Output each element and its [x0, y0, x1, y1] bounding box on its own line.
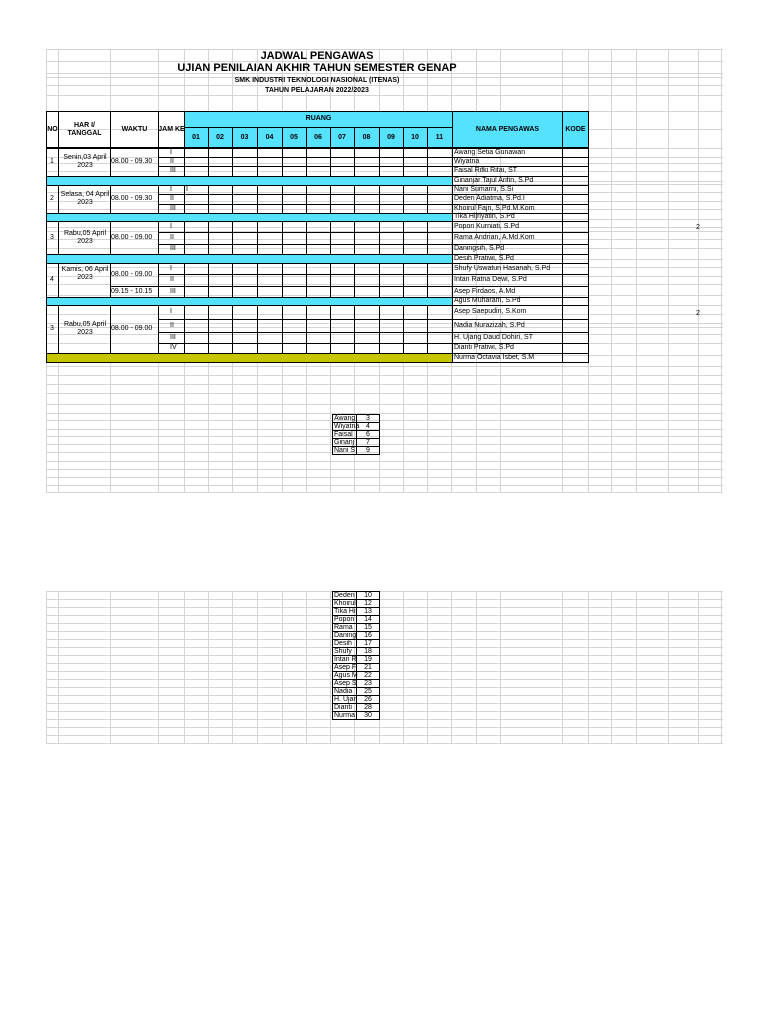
room-number: 10 [411, 133, 419, 141]
lookup-name: Faisal [334, 431, 353, 438]
grid-line [46, 591, 723, 592]
day-number: 3 [50, 233, 54, 241]
grid-line [46, 655, 723, 656]
code-value: 2 [696, 310, 700, 317]
lookup-code: 21 [364, 664, 372, 671]
session-label: IV [170, 344, 177, 351]
grid-line [403, 591, 404, 744]
grid-line [46, 671, 723, 672]
room-cell [232, 319, 258, 333]
grid-line [46, 429, 723, 430]
supervisor-name: Awang Setia Gunawan [454, 148, 526, 156]
supervisor-name: Ginanjar Tajul Arifin, S.Pd [454, 176, 534, 184]
grid-line [476, 591, 477, 744]
lookup-name: Daning [334, 632, 357, 639]
grid-line [46, 469, 723, 470]
lookup-name: Agus M [334, 672, 358, 679]
lookup-name: Rama [334, 624, 353, 631]
session-label: III [170, 204, 176, 212]
lookup-name: Wiyatna [334, 423, 360, 430]
grid-line [46, 711, 723, 712]
grid-line [46, 477, 723, 478]
lookup-name: Ginanj [334, 439, 355, 446]
session-header: JAM KE [158, 125, 185, 133]
lookup-code: 10 [364, 592, 372, 599]
session-label: III [170, 287, 176, 295]
title-line-2: UJIAN PENILAIAN AKHIR TAHUN SEMESTER GENAP [177, 62, 457, 74]
grid-line [611, 591, 612, 744]
session-label: III [170, 167, 176, 174]
lookup-name: Tika Hi [334, 608, 356, 615]
grid-line [46, 492, 723, 493]
room-number: 09 [387, 133, 395, 141]
grid-line [46, 623, 723, 624]
room-cell [208, 319, 233, 333]
supervisor-name: Desih Pratiwi, S.Pd [454, 254, 514, 262]
lookup-name: Popon [334, 616, 355, 623]
lookup-name: Deden [334, 592, 355, 599]
grid-line [698, 49, 699, 492]
day-number: 2 [50, 195, 54, 202]
room-cell [403, 319, 428, 333]
title-line-3: SMK INDUSTRI TEKNOLOGI NASIONAL (ITENAS) [234, 77, 400, 84]
session-label: II [170, 276, 174, 283]
grid-line [46, 727, 723, 728]
lookup-sheet [46, 591, 723, 744]
grid-line [46, 393, 723, 394]
grid-line [721, 49, 722, 492]
date-header: HAR I/ TANGGAL [67, 121, 102, 137]
grid-line [46, 639, 723, 640]
room-cell [330, 319, 355, 333]
grid-line [46, 95, 723, 96]
lookup-code: 28 [364, 704, 372, 711]
lookup-name: Nani S [334, 447, 356, 454]
lookup-code: 9 [366, 447, 370, 454]
session-label: I [170, 222, 172, 230]
exam-time: 09.15 - 10.15 [111, 287, 153, 295]
exam-time: 08.00 - 09.30 [111, 195, 153, 202]
grid-line [257, 591, 258, 744]
title-line-4: TAHUN PELAJARAN 2022/2023 [265, 87, 369, 94]
lookup-name: Khoirul [334, 600, 356, 607]
grid-line [698, 591, 699, 744]
day-number: 3 [50, 325, 54, 332]
lookup-name: Intan R [334, 656, 357, 663]
grid-line [562, 591, 563, 744]
room-cell [427, 319, 453, 333]
grid-line [46, 687, 723, 688]
no-header: NO [47, 125, 58, 133]
supervisor-name: Agus Muharam, S.Pd [454, 297, 521, 304]
room-cell [403, 305, 428, 320]
code-cell [562, 305, 589, 320]
code-header: KODE [565, 125, 586, 133]
supervisor-name: Rama Andrian, A.Md.Kom [454, 234, 535, 241]
room-number: 03 [240, 133, 249, 141]
room-cell [354, 305, 380, 320]
room-cell [306, 319, 331, 333]
room-number: 04 [265, 133, 274, 141]
lookup-code: 6 [366, 431, 370, 438]
day-date: Kamis, 06 April 2023 [61, 266, 109, 281]
grid-line [588, 591, 589, 744]
lookup-code: 12 [364, 600, 372, 607]
session-label: II [170, 157, 174, 165]
session-label: III [170, 245, 176, 252]
grid-line [427, 591, 428, 744]
room-cell [208, 305, 233, 320]
room-number: 08 [362, 133, 371, 141]
grid-line [46, 366, 723, 367]
supervisor-name: Shufy Uswatun Hasanah, S.Pd [454, 264, 551, 272]
separator-row [46, 353, 453, 363]
name-header: NAMA PENGAWAS [475, 125, 540, 133]
lookup-code: 18 [364, 648, 372, 655]
supervisor-name: Popon Kurniati, S.Pd [454, 222, 519, 230]
room-number: 11 [435, 133, 444, 141]
lookup-code: 4 [366, 423, 370, 430]
code-value: 2 [696, 224, 700, 231]
session-label: I [170, 185, 172, 193]
grid-line [46, 735, 723, 736]
grid-line [110, 591, 111, 744]
grid-line [636, 591, 637, 744]
grid-line [158, 591, 159, 744]
lookup-code: 15 [364, 624, 372, 631]
grid-line [46, 743, 723, 744]
room-number: 07 [338, 133, 346, 141]
session-label: II [170, 234, 174, 241]
room-number: 05 [290, 133, 298, 141]
grid-line [611, 49, 612, 492]
room-cell [282, 319, 307, 333]
supervisor-name: Nani Sumarni, S.Si [454, 185, 514, 193]
session-label: I [170, 264, 172, 272]
grid-line [46, 599, 723, 600]
grid-line [46, 663, 723, 664]
day-date: Rabu,05 April 2023 [63, 321, 107, 336]
session-label: I [170, 308, 172, 315]
grid-line [46, 452, 723, 453]
lookup-name: Asep F [334, 664, 357, 671]
lookup-code: 17 [364, 640, 372, 647]
exam-time: 08.00 - 09.00 [111, 270, 153, 278]
day-date: Senin,03 April 2023 [63, 154, 107, 169]
grid-line [500, 591, 501, 744]
room-cell [282, 305, 307, 320]
lookup-code: 14 [364, 616, 372, 623]
room-cell [257, 319, 283, 333]
supervisor-name: Asep Saepudin, S.Kom [454, 308, 527, 315]
supervisor-name: H. Ujang Daud Dohiri, ST [454, 333, 533, 341]
code-cell [562, 353, 589, 363]
supervisor-name: Daningsih, S.Pd [454, 245, 505, 252]
supervisor-name: Wiyatna [454, 157, 480, 165]
lookup-code: 7 [366, 439, 370, 446]
room-number: 01 [192, 133, 200, 141]
grid-line [46, 615, 723, 616]
schedule-sheet [46, 49, 723, 492]
lookup-code: 30 [364, 712, 372, 719]
grid-line [46, 695, 723, 696]
grid-line [184, 591, 185, 744]
lookup-name: Asep S [334, 680, 357, 687]
room-cell [330, 305, 355, 320]
grid-line [46, 420, 723, 421]
lookup-code: 13 [364, 608, 372, 615]
lookup-code: 23 [364, 680, 372, 687]
room-cell [354, 319, 380, 333]
lookup-name: Nurma [334, 712, 356, 719]
exam-time: 08.00 - 09.00 [111, 233, 153, 241]
grid-line [282, 591, 283, 744]
grid-line [636, 49, 637, 492]
lookup-name: Awang [334, 415, 356, 422]
supervisor-name: Nurma Octavia Isbet, S.M [454, 353, 535, 361]
session-label: II [170, 321, 174, 329]
session-label: III [170, 333, 176, 341]
code-cell [562, 319, 589, 333]
grid-line [46, 485, 723, 486]
room-cell [379, 305, 404, 320]
grid-line [46, 436, 723, 437]
supervisor-name: Intan Ratna Dewi, S.Pd [454, 276, 527, 283]
grid-line [58, 591, 59, 744]
room-cell [232, 305, 258, 320]
lookup-code: 25 [364, 688, 372, 695]
grid-line [46, 703, 723, 704]
room-number: 06 [314, 133, 322, 141]
grid-line [232, 591, 233, 744]
ruang-header: RUANG [305, 115, 332, 122]
grid-line [46, 679, 723, 680]
grid-line [46, 631, 723, 632]
supervisor-name: Nadia Nurazizah, S.Pd [454, 321, 525, 329]
grid-line [46, 607, 723, 608]
room-number: 02 [216, 133, 224, 141]
grid-line [46, 384, 723, 385]
lookup-name: Shufy [334, 648, 352, 655]
lookup-name: Nadia [334, 688, 353, 695]
supervisor-name: Faisal Rifki Rifai, ST [454, 167, 518, 174]
title-line-1: JADWAL PENGAWAS [260, 50, 374, 62]
room-cell [306, 305, 331, 320]
supervisor-name: Tika Hijriyatin, S.Pd [454, 213, 515, 220]
day-number: 4 [50, 276, 54, 283]
grid-line [668, 591, 669, 744]
lookup-code: 3 [366, 415, 370, 422]
time-header: WAKTU [121, 125, 148, 133]
grid-line [46, 413, 723, 414]
supervisor-name: Deden Adiatma, S.Pd.I [454, 195, 525, 202]
day-date: Selasa, 04 April 2023 [60, 191, 110, 206]
day-date: Rabu,05 April 2023 [63, 229, 107, 245]
grid-line [46, 647, 723, 648]
room-cell [379, 319, 404, 333]
grid-line [208, 591, 209, 744]
lookup-name: Dianti [334, 704, 352, 711]
session-label: II [170, 195, 174, 202]
lookup-name: H. Ujan [334, 696, 358, 703]
lookup-code: 19 [364, 656, 372, 663]
lookup-code: 22 [364, 672, 372, 679]
lookup-code: 16 [364, 632, 372, 639]
supervisor-name: Khoirul Fajri, S.Pd.M.Kom [454, 204, 535, 212]
session-label: I [170, 148, 172, 156]
lookup-code: 26 [364, 696, 372, 703]
grid-line [46, 591, 47, 744]
grid-line [46, 719, 723, 720]
room-mark: I [186, 185, 188, 193]
grid-line [668, 49, 669, 492]
grid-line [451, 591, 452, 744]
supervisor-name: Dianti Pratiwi, S.Pd [454, 344, 514, 351]
room-cell [257, 305, 283, 320]
room-cell [427, 305, 453, 320]
grid-line [46, 461, 723, 462]
lookup-name: Desih [334, 640, 352, 647]
supervisor-name: Asep Firdaos, A.Md [454, 287, 516, 295]
grid-line [721, 591, 722, 744]
day-number: 1 [50, 158, 54, 165]
exam-time: 08.00 - 09.00 [111, 325, 153, 332]
grid-line [330, 591, 331, 744]
exam-time: 08.00 - 09.30 [111, 158, 153, 165]
grid-line [46, 444, 723, 445]
grid-line [306, 591, 307, 744]
grid-line [46, 375, 723, 376]
grid-line [46, 404, 723, 405]
